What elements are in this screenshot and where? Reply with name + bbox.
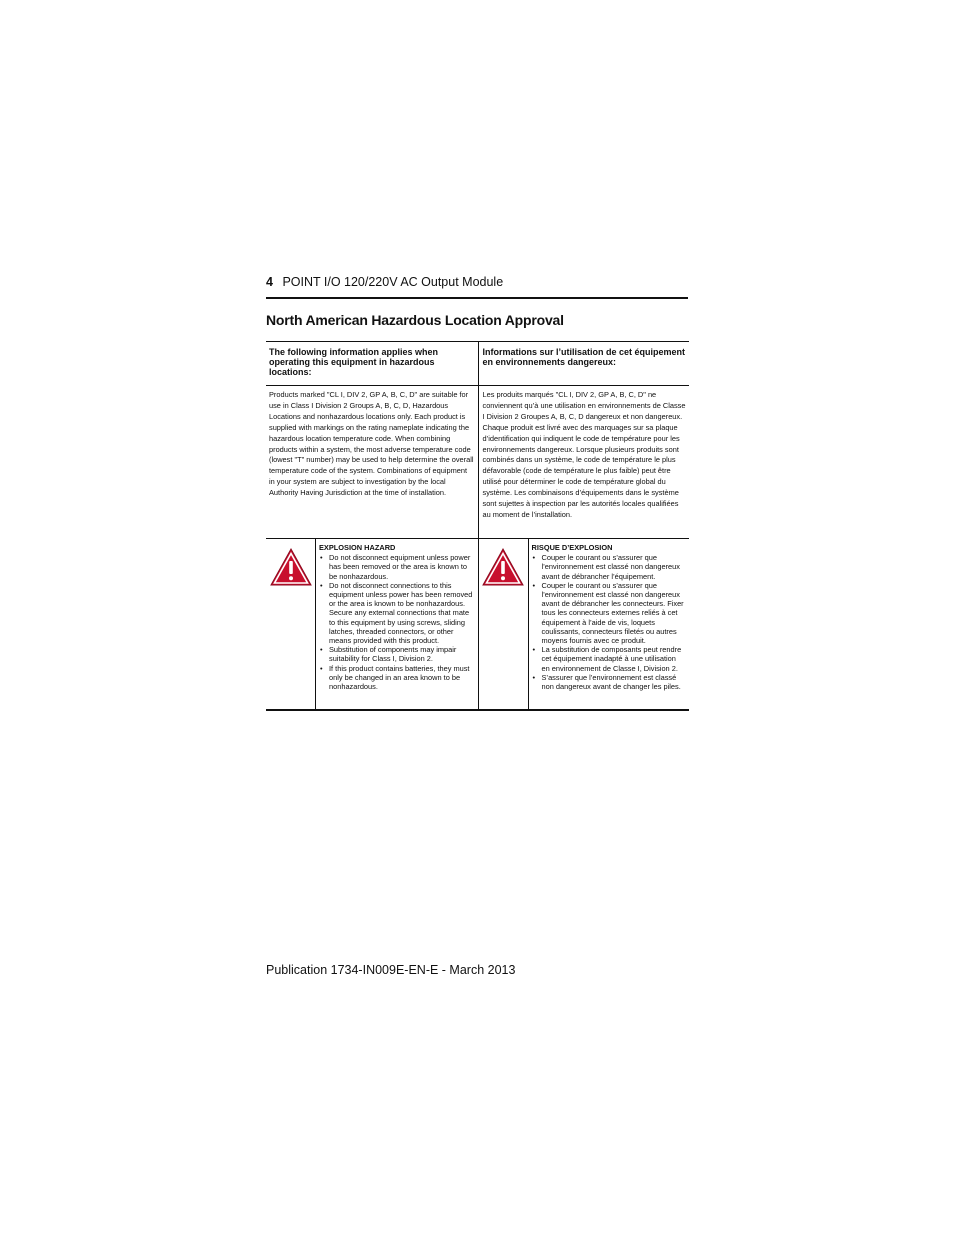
list-item: • Couper le courant ou s’assurer que l’environnement est classé non dangereux avant de débrancher les connecteurs. Fixer tous les connecteurs externes reliés à cet équipement à l’aide de vis, loquets coulissants, connecteurs filetés ou autres moyens fournis avec ce produit. (532, 581, 687, 645)
heading-english: The following information applies when operating this equipment in hazardous locations: (269, 347, 439, 377)
warning-text-french (529, 539, 690, 709)
body-french: Les produits marqués "CL I, DIV 2, GP A, B, C, D" ne conviennent qu’à une utilisation en environnements de Classe I Division 2 Groupes A, B, C, D dangereux et non dangereux. Chaque produit est livré avec des marquages sur sa plaque d’identification qui indiquent le code de température pour les environnements dangereux. Lorsque plusieurs produits sont combinés dans un système, le code de température le plus défavorable (code de température le plus faible) peut être utilisé pour déterminer le code de température global du système. Les combinaisons d’équipements dans le système sont sujettes à inspection par les autorités locales qualifiées au moment de l’installation. (478, 386, 690, 538)
publication-footer: Publication 1734-IN009E-EN-E - March 2013 (266, 963, 516, 977)
warning-text-english (316, 539, 478, 709)
table-header-row (266, 342, 689, 386)
heading-french: Informations sur l’utilisation de cet équipement en environnements dangereux: (478, 342, 690, 385)
body-english: Products marked "CL I, DIV 2, GP A, B, C, D" are suitable for use in Class I Division 2 Groups A, B, C, D, Hazardous Locations and nonhazardous locations only. Each product is supplied with markings on the rating nameplate indicating the hazardous location temperature code. When combining products within a system, the most adverse temperature code (lowest "T" number) may be used to help determine the overall temperature code of the system. Combinations of equipment in your system are subject to investigation by the local Authority Having Jurisdiction at the time of installation. (269, 390, 474, 498)
page-header (266, 275, 503, 289)
section-title: North American Hazardous Location Approval (266, 312, 564, 328)
page-number: 4 (266, 275, 273, 289)
warning-title: EXPLOSION HAZARD (319, 543, 396, 552)
list-item: • S’assurer que l’environnement est classé non dangereux avant de changer les piles. (532, 673, 687, 691)
list-item: • Substitution of components may impair suitability for Class I, Division 2. (319, 645, 475, 663)
warning-list (532, 553, 687, 691)
table-body-row (266, 386, 689, 539)
hazardous-location-table (266, 341, 689, 711)
warning-triangle-icon (266, 539, 316, 709)
list-item: • If this product contains batteries, they must only be changed in an area known to be nonhazardous. (319, 664, 475, 692)
warning-title: RISQUE D’EXPLOSION (531, 543, 613, 552)
warning-english (266, 539, 478, 709)
list-item: • La substitution de composants peut rendre cet équipement inadapté à une utilisation en environnement de Classe I, Division 2. (532, 645, 687, 673)
header-rule (266, 297, 688, 299)
list-item: • Do not disconnect connections to this equipment unless power has been removed or the area is known to be nonhazardous. Secure any external connections that mate to this equipment by using screws, sliding latches, threaded connectors, or other means provided with this product. (319, 581, 475, 645)
document-title: POINT I/O 120/220V AC Output Module (282, 275, 504, 289)
warning-list (319, 553, 475, 691)
list-item: • Do not disconnect equipment unless power has been removed or the area is known to be nonhazardous. (319, 553, 475, 581)
warning-french (478, 539, 690, 709)
table-warning-row (266, 539, 689, 709)
warning-triangle-icon (479, 539, 529, 709)
list-item: • Couper le courant ou s’assurer que l’environnement est classé non dangereux avant de débrancher l’équipement. (532, 553, 687, 581)
